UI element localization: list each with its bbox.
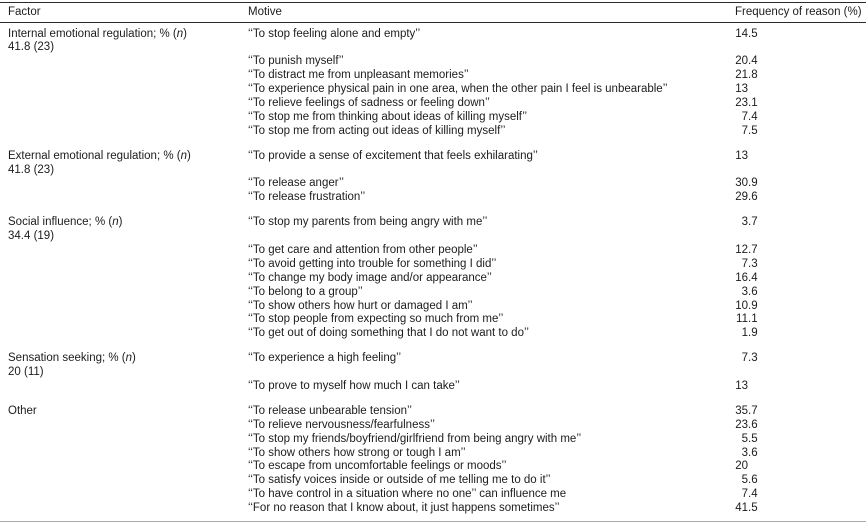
frequency-value <box>735 258 758 272</box>
frequency-frac: .9 <box>748 299 758 312</box>
table-section <box>0 28 866 139</box>
motive-text: ‘‘To provide a sense of excitement that feels exhilarating’’ <box>248 149 538 162</box>
frequency-value <box>735 380 748 394</box>
motive-text: ‘‘To stop my parents from being angry with me’’ <box>248 216 488 229</box>
frequency-value <box>735 28 758 42</box>
motive-text: ‘‘To stop feeling alone and empty’’ <box>248 27 421 40</box>
frequency-int: 7 <box>741 110 748 123</box>
frequency-frac: .6 <box>748 285 758 298</box>
frequency-frac: .3 <box>748 257 758 270</box>
frequency-int: 20 <box>735 55 748 68</box>
blank-row <box>248 366 866 380</box>
frequency-int: 30 <box>735 177 748 190</box>
motive-row <box>248 111 866 125</box>
factor-cell <box>8 405 242 433</box>
frequency-int: 13 <box>735 83 748 96</box>
frequency-int: 21 <box>735 69 748 82</box>
motive-row <box>248 405 866 419</box>
motive-rows <box>248 352 866 394</box>
motive-row <box>248 447 866 461</box>
frequency-int: 1 <box>741 327 748 340</box>
motive-row <box>248 97 866 111</box>
frequency-frac: .9 <box>748 327 758 340</box>
motive-text: ‘‘To prove to myself how much I can take’’ <box>248 379 460 392</box>
motive-rows <box>248 216 866 341</box>
factor-cell <box>8 150 242 178</box>
motive-text: ‘‘To stop me from thinking about ideas of killing myself’’ <box>248 110 528 123</box>
motive-text: ‘‘To relieve feelings of sadness or feeling down’’ <box>248 96 490 109</box>
frequency-value <box>735 125 758 139</box>
frequency-value <box>735 433 758 447</box>
header-frequency-label: Frequency of reason (%) <box>735 6 862 18</box>
frequency-frac: .5 <box>748 432 758 445</box>
frequency-int: 20 <box>735 460 748 473</box>
motive-row <box>248 244 866 258</box>
frequency-value <box>735 83 748 97</box>
motive-rows <box>248 150 866 206</box>
frequency-int: 3 <box>741 285 748 298</box>
frequency-int: 7 <box>741 257 748 270</box>
motive-text: ‘‘To distract me from unpleasant memories’’ <box>248 69 469 82</box>
motive-text: ‘‘To satisfy voices inside or outside of me telling me to do it’’ <box>248 474 551 487</box>
motive-row <box>248 460 866 474</box>
frequency-frac: .4 <box>748 271 758 284</box>
frequency-frac: .5 <box>748 124 758 137</box>
frequency-frac: .7 <box>748 404 758 417</box>
blank-row <box>248 164 866 178</box>
motive-text: ‘‘To experience physical pain in one area, when the other pain I feel is unbearable’’ <box>248 83 668 96</box>
frequency-int: 35 <box>735 404 748 417</box>
frequency-int: 5 <box>741 474 748 487</box>
table-section <box>0 405 866 516</box>
motive-text: ‘‘To avoid getting into trouble for something I did’’ <box>248 257 497 270</box>
motive-text: ‘‘To experience a high feeling’’ <box>248 352 402 365</box>
factor-stats: 20 (11) <box>8 366 44 379</box>
factor-name: Sensation seeking; % (n) <box>8 352 136 365</box>
frequency-value <box>735 69 758 83</box>
motive-text: ‘‘For no reason that I know about, it just happens sometimes’’ <box>248 502 560 515</box>
factor-stats <box>8 419 242 433</box>
motive-row <box>248 150 866 164</box>
motive-rows <box>248 28 866 139</box>
motive-text: ‘‘To stop my friends/boyfriend/girlfriend from being angry with me’’ <box>248 432 582 445</box>
motive-row <box>248 191 866 205</box>
motive-row <box>248 55 866 69</box>
motive-row <box>248 272 866 286</box>
header-factor-label: Factor <box>8 6 41 18</box>
motive-text: ‘‘To punish myself’’ <box>248 55 344 68</box>
blank-row <box>248 41 866 55</box>
motive-row <box>248 502 866 516</box>
frequency-value <box>735 502 758 516</box>
motive-row <box>248 352 866 366</box>
motive-row <box>248 28 866 42</box>
frequency-int: 23 <box>735 418 748 431</box>
table-section <box>0 352 866 394</box>
factor-name: Internal emotional regulation; % (n) <box>8 27 188 40</box>
motive-text: ‘‘To stop people from expecting so much from me’’ <box>248 313 504 326</box>
motive-row <box>248 300 866 314</box>
frequency-value <box>735 150 748 164</box>
motive-text: ‘‘To release anger’’ <box>248 177 344 190</box>
motive-text: ‘‘To escape from uncomfortable feelings or moods’’ <box>248 460 507 473</box>
motive-text: ‘‘To release frustration’’ <box>248 191 366 204</box>
frequency-frac: .4 <box>748 110 758 123</box>
frequency-frac: .5 <box>748 502 758 515</box>
frequency-frac: .8 <box>748 69 758 82</box>
factor-stats: 41.8 (23) <box>8 41 55 54</box>
motive-row <box>248 83 866 97</box>
frequency-frac: .6 <box>748 418 758 431</box>
motive-row <box>248 474 866 488</box>
frequency-int: 12 <box>735 243 748 256</box>
frequency-frac: .1 <box>748 96 758 109</box>
blank-row <box>248 230 866 244</box>
frequency-int: 16 <box>735 271 748 284</box>
frequency-int: 7 <box>741 352 748 365</box>
frequency-frac: .6 <box>748 446 758 459</box>
frequency-value <box>735 286 758 300</box>
table-section <box>0 150 866 206</box>
frequency-value <box>735 313 758 327</box>
frequency-value <box>735 419 758 433</box>
factor-name: Other <box>8 404 37 417</box>
motive-row <box>248 327 866 341</box>
frequency-value <box>735 447 758 461</box>
motive-text: ‘‘To get out of doing something that I do not want to do’’ <box>248 327 529 340</box>
factor-cell <box>8 216 242 244</box>
frequency-value <box>735 97 758 111</box>
factor-stats: 34.4 (19) <box>8 230 55 243</box>
frequency-value <box>735 327 758 341</box>
motive-row <box>248 380 866 394</box>
motive-row <box>248 258 866 272</box>
table-section <box>0 216 866 341</box>
motive-text: ‘‘To show others how strong or tough I am’’ <box>248 446 466 459</box>
frequency-int: 3 <box>741 216 748 229</box>
frequency-value <box>735 55 758 69</box>
factor-stats: 41.8 (23) <box>8 163 55 176</box>
table-header-row <box>0 2 866 23</box>
factor-cell <box>8 352 242 380</box>
frequency-frac: .6 <box>748 191 758 204</box>
frequency-value <box>735 405 758 419</box>
header-motive-label: Motive <box>248 6 282 18</box>
frequency-frac: .6 <box>748 474 758 487</box>
frequency-value <box>735 460 748 474</box>
motive-text: ‘‘To have control in a situation where no one’’ can influence me <box>248 488 567 501</box>
frequency-int: 13 <box>735 379 748 392</box>
frequency-int: 13 <box>735 149 748 162</box>
frequency-frac: .3 <box>748 352 758 365</box>
motive-text: ‘‘To show others how hurt or damaged I am’’ <box>248 299 473 312</box>
motive-text: ‘‘To change my body image and/or appearance’’ <box>248 271 492 284</box>
motive-row <box>248 313 866 327</box>
frequency-frac: .1 <box>748 313 758 326</box>
motive-row <box>248 177 866 191</box>
motive-text: ‘‘To stop me from acting out ideas of killing myself’’ <box>248 124 506 137</box>
frequency-value <box>735 474 758 488</box>
frequency-int: 5 <box>741 432 748 445</box>
frequency-value <box>735 244 758 258</box>
frequency-frac: .7 <box>748 216 758 229</box>
frequency-int: 7 <box>741 124 748 137</box>
table-body <box>0 23 866 517</box>
frequency-int: 14 <box>735 27 748 40</box>
frequency-value <box>735 488 758 502</box>
frequency-int: 29 <box>735 191 748 204</box>
motive-row <box>248 125 866 139</box>
motive-row <box>248 286 866 300</box>
frequency-value <box>735 352 758 366</box>
motive-text: ‘‘To release unbearable tension’’ <box>248 404 412 417</box>
frequency-frac: .4 <box>748 55 758 68</box>
motive-text: ‘‘To belong to a group’’ <box>248 285 363 298</box>
frequency-frac: .9 <box>748 177 758 190</box>
frequency-value <box>735 191 758 205</box>
frequency-int: 11 <box>736 313 748 326</box>
frequency-int: 10 <box>735 299 748 312</box>
motive-row <box>248 69 866 83</box>
motive-rows <box>248 405 866 516</box>
frequency-frac: .4 <box>748 488 758 501</box>
motive-row <box>248 216 866 230</box>
motive-row <box>248 488 866 502</box>
frequency-int: 23 <box>735 96 748 109</box>
frequency-value <box>735 177 758 191</box>
frequency-value <box>735 216 758 230</box>
motive-row <box>248 433 866 447</box>
frequency-value <box>735 111 758 125</box>
motive-text: ‘‘To get care and attention from other people’’ <box>248 243 478 256</box>
frequency-int: 41 <box>735 502 748 515</box>
factor-name: Social influence; % (n) <box>8 216 123 229</box>
journal-table <box>0 2 866 522</box>
frequency-value <box>735 272 758 286</box>
motive-text: ‘‘To relieve nervousness/fearfulness’’ <box>248 418 435 431</box>
motive-row <box>248 419 866 433</box>
frequency-int: 7 <box>741 488 748 501</box>
frequency-frac: .7 <box>748 243 758 256</box>
factor-name: External emotional regulation; % (n) <box>8 149 191 162</box>
frequency-frac: .5 <box>748 27 758 40</box>
frequency-int: 3 <box>741 446 748 459</box>
frequency-value <box>735 300 758 314</box>
factor-cell <box>8 28 242 56</box>
